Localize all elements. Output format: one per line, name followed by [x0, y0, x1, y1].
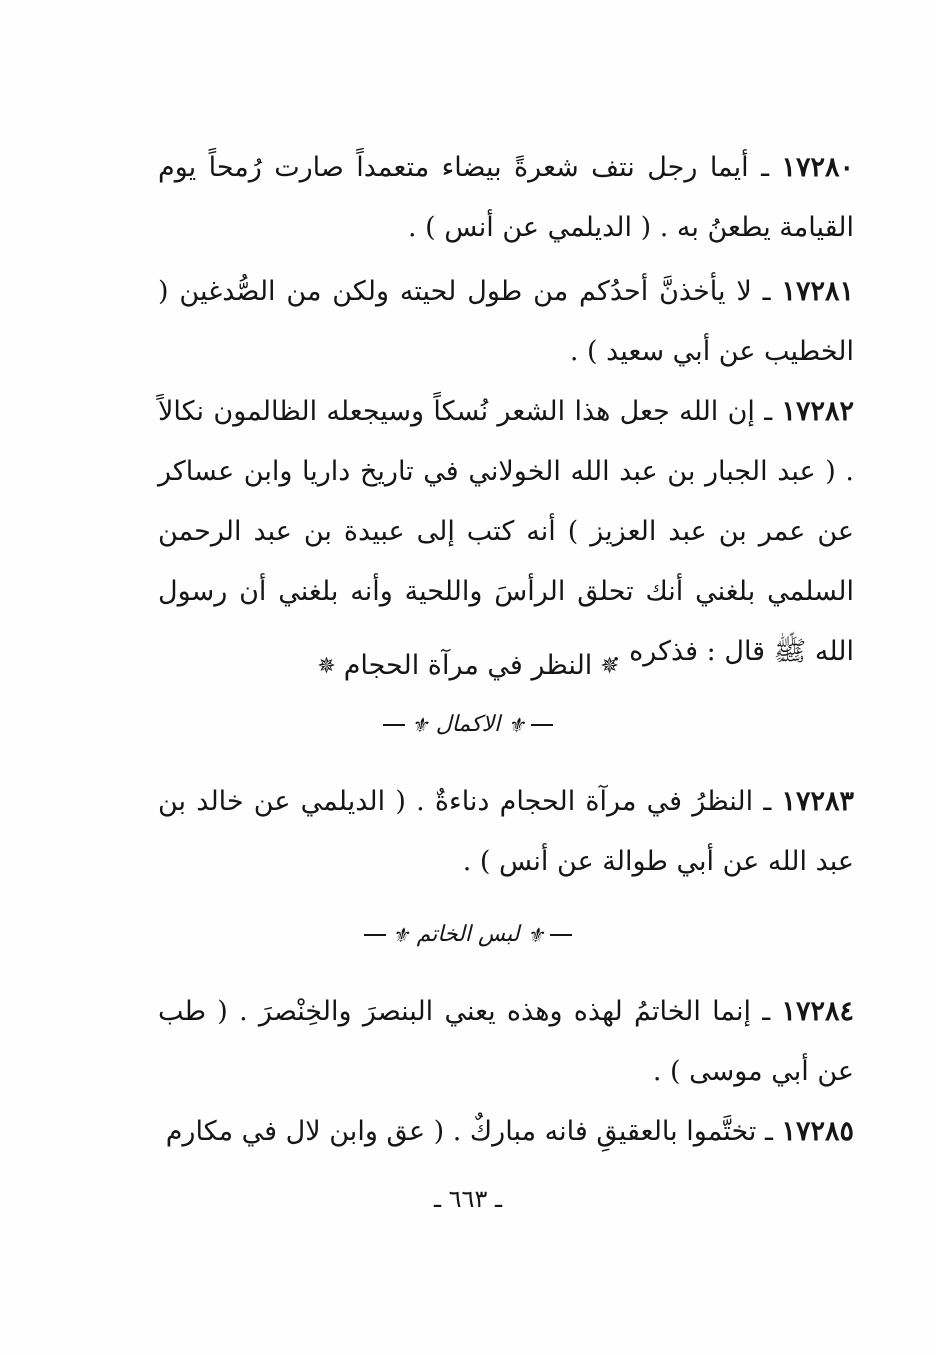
subheading-label: الاكمال [435, 712, 501, 737]
entries-group-3 [158, 982, 854, 1162]
subheading-label: لبس الخاتم [416, 922, 520, 947]
entry-text: ـ لا يأخذنَّ أحدُكم من طول لحيته ولكن من الصُّدغين ( الخطيب عن أبي سعيد ) . [158, 276, 854, 367]
section-title: النظر في مرآة الحجام [343, 650, 593, 681]
entry-number: ١٧٢٨٣ [781, 786, 854, 817]
entry-17281 [158, 262, 854, 382]
entry-number: ١٧٢٨٢ [781, 396, 854, 427]
entry-17283 [158, 772, 854, 892]
entry-number: ١٧٢٨١ [781, 276, 854, 307]
entry-number: ١٧٢٨٠ [781, 152, 854, 183]
entry-17282 [158, 382, 854, 682]
ornament-line-icon [550, 934, 572, 936]
subheading-ring [0, 922, 936, 947]
entry-text: ـ إنما الخاتمُ لهذه وهذه يعني البنصرَ والخِنْصرَ . ( طب عن أبي موسى ) . [158, 996, 854, 1087]
ornament-line-icon [383, 724, 405, 726]
knot-ornament-icon: ⚜ [410, 713, 429, 737]
entry-number: ١٧٢٨٥ [781, 1116, 854, 1147]
knot-ornament-icon: ⚜ [507, 713, 526, 737]
entry-17284 [158, 982, 854, 1102]
entry-text: ـ تختَّموا بالعقيقِ فانه مباركٌ . ( عق وابن لال في مكارم [165, 1116, 773, 1147]
page-number: ـ ٦٦٣ ـ [433, 1185, 502, 1213]
knot-ornament-icon: ⚜ [526, 923, 545, 947]
knot-ornament-icon: ⚜ [391, 923, 410, 947]
entry-text: ـ أيما رجل نتف شعرةً بيضاء متعمداً صارت رُمحاً يوم القيامة يطعنُ به . ( الديلمي عن أنس ) . [158, 152, 854, 243]
entry-number: ١٧٢٨٤ [781, 996, 854, 1027]
subheading-ikmal [0, 712, 936, 737]
entries-group-2 [158, 772, 854, 892]
entry-17280 [158, 138, 854, 258]
entry-text: ـ إن الله جعل هذا الشعر نُسكاً وسيجعله الظالمون نكالاً . ( عبد الجبار بن عبد الله الخولاني في تاريخ داريا وابن عساكر عن عمر بن عبد العزيز ) أنه كتب إلى عبيدة بن عبد الرحمن السلمي بلغني أنك تحلق الرأسَ واللحية وأنه بلغني أن رسول الله ﷺ قال : فذكره . [158, 396, 854, 667]
star-ornament-icon: ✵ [317, 654, 336, 679]
entry-17285 [158, 1102, 854, 1162]
section-heading [0, 650, 936, 681]
entries-group-1 [158, 138, 854, 682]
entry-text: ـ النظرُ في مرآة الحجام دناءةٌ . ( الديلمي عن خالد بن عبد الله عن أبي طوالة عن أنس ) . [158, 786, 854, 877]
ornament-line-icon [364, 934, 386, 936]
ornament-line-icon [531, 724, 553, 726]
star-ornament-icon: ✵ [600, 654, 619, 679]
